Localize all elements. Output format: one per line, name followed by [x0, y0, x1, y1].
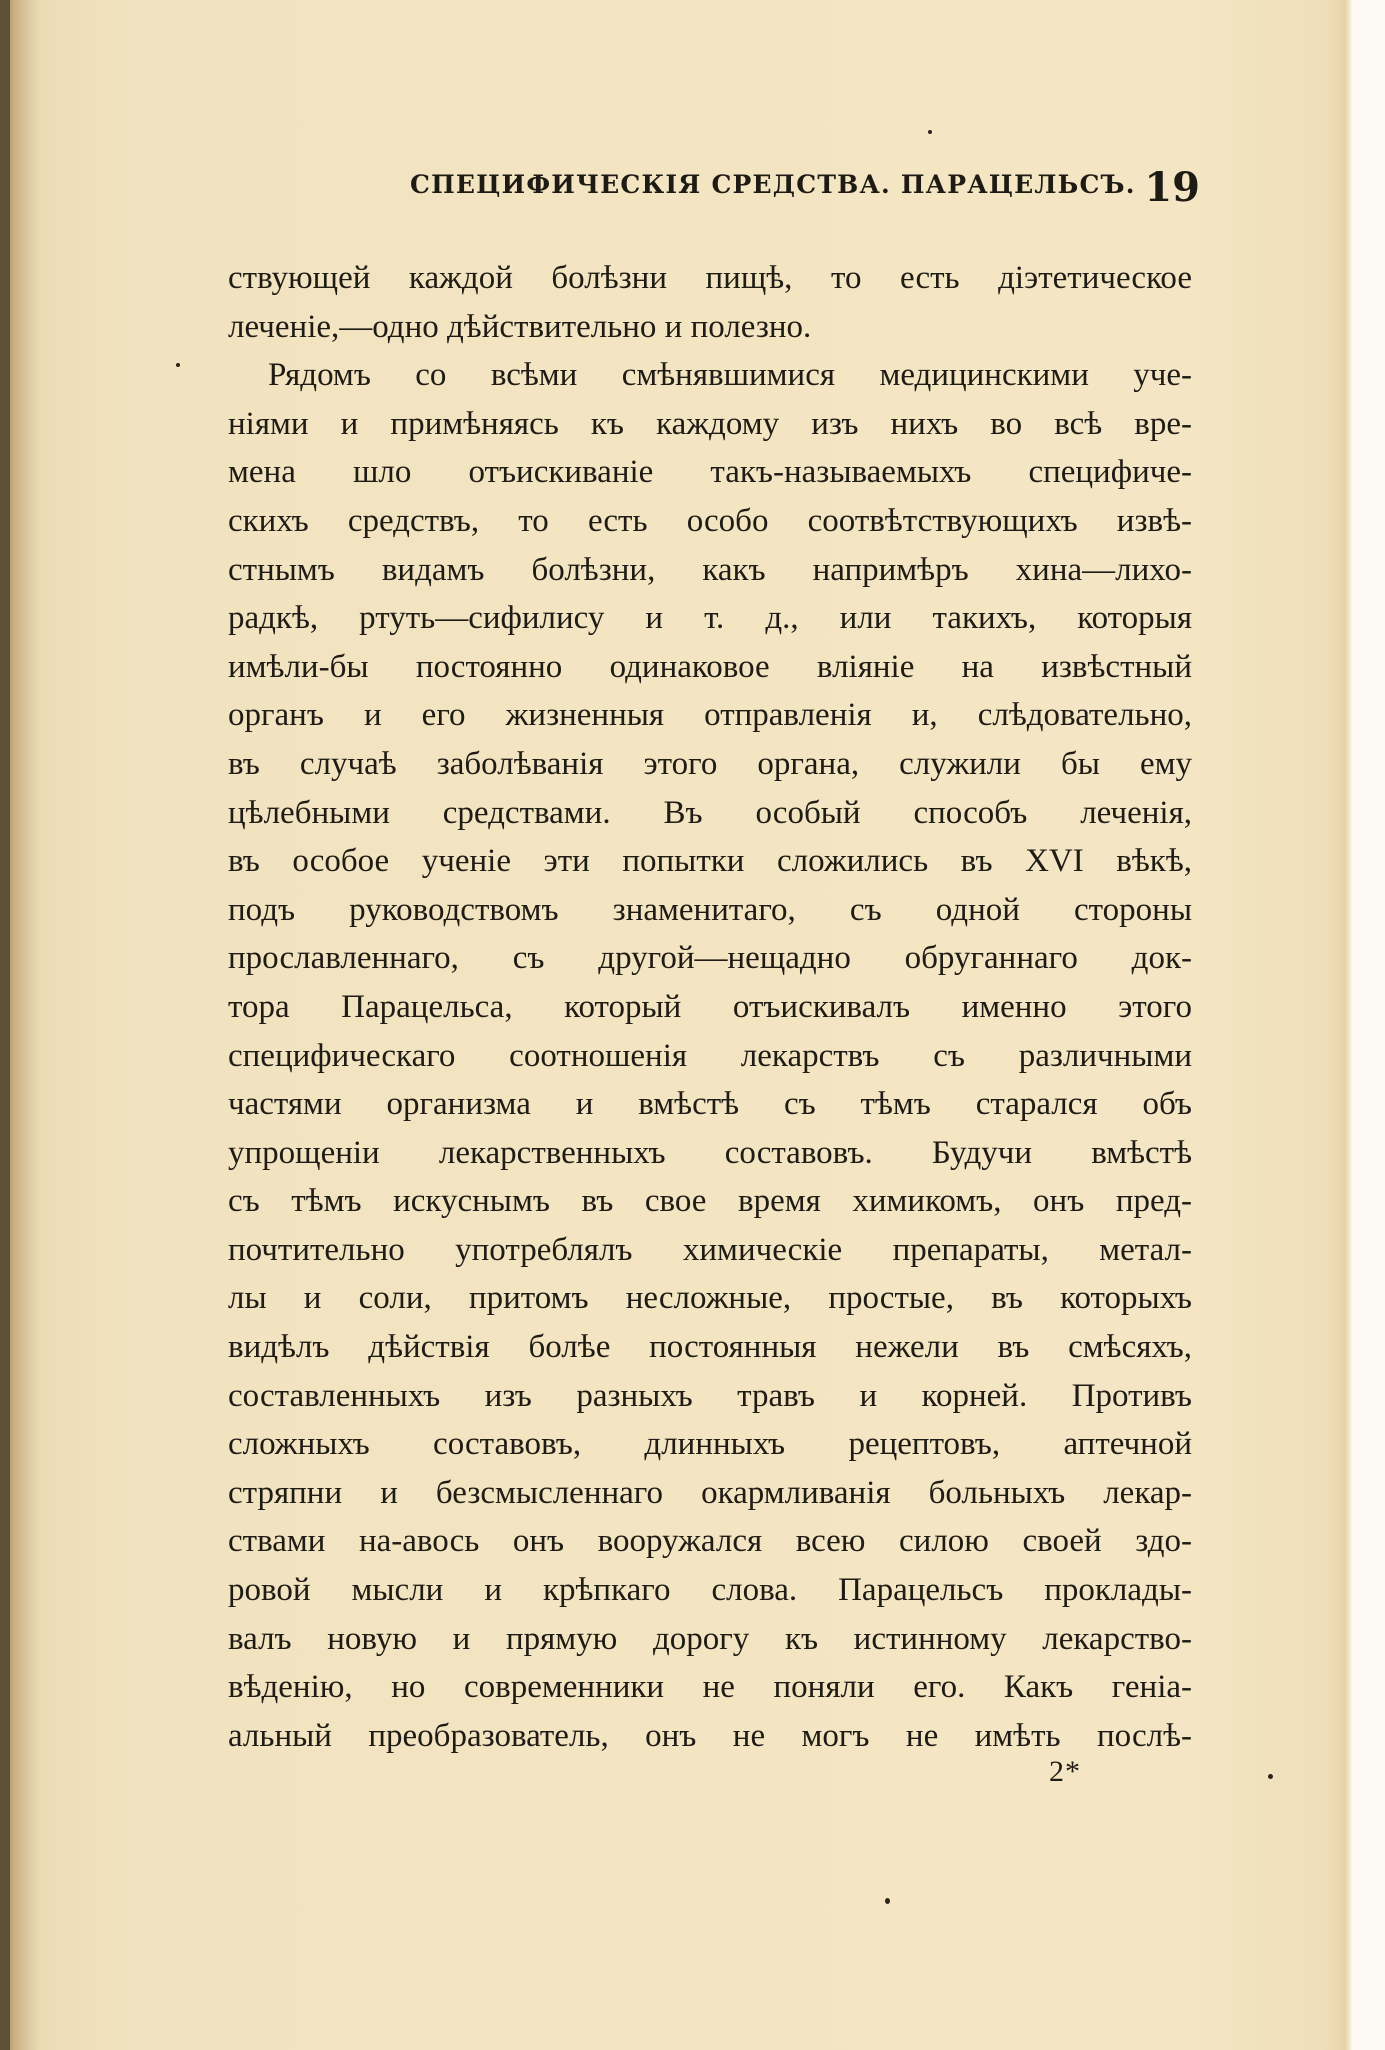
paper-speck — [928, 130, 932, 134]
running-head: СПЕЦИФИЧЕСКІЯ СРЕДСТВА. ПАРАЦЕЛЬСЪ. — [410, 170, 1136, 199]
page-number: 19 — [1144, 164, 1200, 211]
text-line: сложныхъ составовъ, длинныхъ рецептовъ, аптечной — [228, 1426, 1192, 1463]
paper-speck — [885, 1898, 890, 1904]
text-line: тора Парацельса, который отъискивалъ именно этого — [228, 988, 1192, 1025]
text-line: Рядомъ со всѣми смѣнявшимися медицинскими уче- — [268, 357, 1192, 394]
text-line: стнымъ видамъ болѣзни, какъ напримѣръ хина—лихо- — [228, 551, 1192, 588]
text-line: радкѣ, ртуть—сифилису и т. д., или такихъ, которыя — [228, 600, 1192, 637]
text-line: валъ новую и прямую дорогу къ истинному лекарство- — [228, 1620, 1192, 1657]
text-line: ствами на-авось онъ вооружался всею силою своей здо- — [228, 1523, 1192, 1560]
text-line: ствующей каждой болѣзни пищѣ, то есть діэтетическое — [228, 260, 1192, 296]
signature-mark: 2* — [1049, 1755, 1081, 1788]
body-text — [228, 254, 1192, 1760]
text-line: мена шло отъискиваніе такъ-называемыхъ специфиче- — [228, 454, 1192, 491]
paper-speck — [1268, 1774, 1273, 1779]
page-header — [410, 164, 1200, 210]
text-line: въ особое ученіе эти попытки сложились въ XVI вѣкѣ, — [228, 843, 1192, 880]
text-line: видѣлъ дѣйствія болѣе постоянныя нежели въ смѣсяхъ, — [228, 1329, 1192, 1366]
text-line: подъ руководствомъ знаменитаго, съ одной стороны — [228, 891, 1192, 928]
text-line: ровой мысли и крѣпкаго слова. Парацельсъ проклады- — [228, 1572, 1192, 1609]
text-line: лы и соли, притомъ несложные, простые, въ которыхъ — [228, 1280, 1192, 1317]
page-margin-edge — [1352, 0, 1385, 2050]
text-line: прославленнаго, съ другой—нещадно обруганнаго док- — [228, 940, 1192, 977]
text-line: органъ и его жизненныя отправленія и, слѣдовательно, — [228, 697, 1192, 734]
text-line: альный преобразователь, онъ не могъ не имѣть послѣ- — [228, 1717, 1192, 1754]
text-line: цѣлебными средствами. Въ особый способъ леченія, — [228, 794, 1192, 831]
text-line: специфическаго соотношенія лекарствъ съ различными — [228, 1037, 1192, 1074]
text-line: стряпни и безсмысленнаго окармливанія больныхъ лекар- — [228, 1474, 1192, 1511]
text-line: скихъ средствъ, то есть особо соотвѣтствующихъ извѣ- — [228, 502, 1192, 539]
text-line: частями организма и вмѣстѣ съ тѣмъ старался объ — [228, 1086, 1192, 1123]
text-line: упрощеніи лекарственныхъ составовъ. Будучи вмѣстѣ — [228, 1134, 1192, 1171]
text-line: вѣденію, но современники не поняли его. Какъ геніа- — [228, 1669, 1192, 1706]
text-line: ніями и примѣняясь къ каждому изъ нихъ во всѣ вре- — [228, 405, 1192, 442]
text-line: составленныхъ изъ разныхъ травъ и корней. Противъ — [228, 1377, 1192, 1414]
text-line: имѣли-бы постоянно одинаковое вліяніе на извѣстный — [228, 648, 1192, 685]
text-line: почтительно употреблялъ химическіе препараты, метал- — [228, 1231, 1192, 1268]
text-line: съ тѣмъ искуснымъ въ свое время химикомъ, онъ пред- — [228, 1183, 1192, 1220]
text-line: въ случаѣ заболѣванія этого органа, служили бы ему — [228, 745, 1192, 782]
paper-speck — [176, 363, 180, 367]
text-line: леченіе,—одно дѣйствительно и полезно. — [228, 308, 812, 345]
binding-edge — [0, 0, 10, 2050]
